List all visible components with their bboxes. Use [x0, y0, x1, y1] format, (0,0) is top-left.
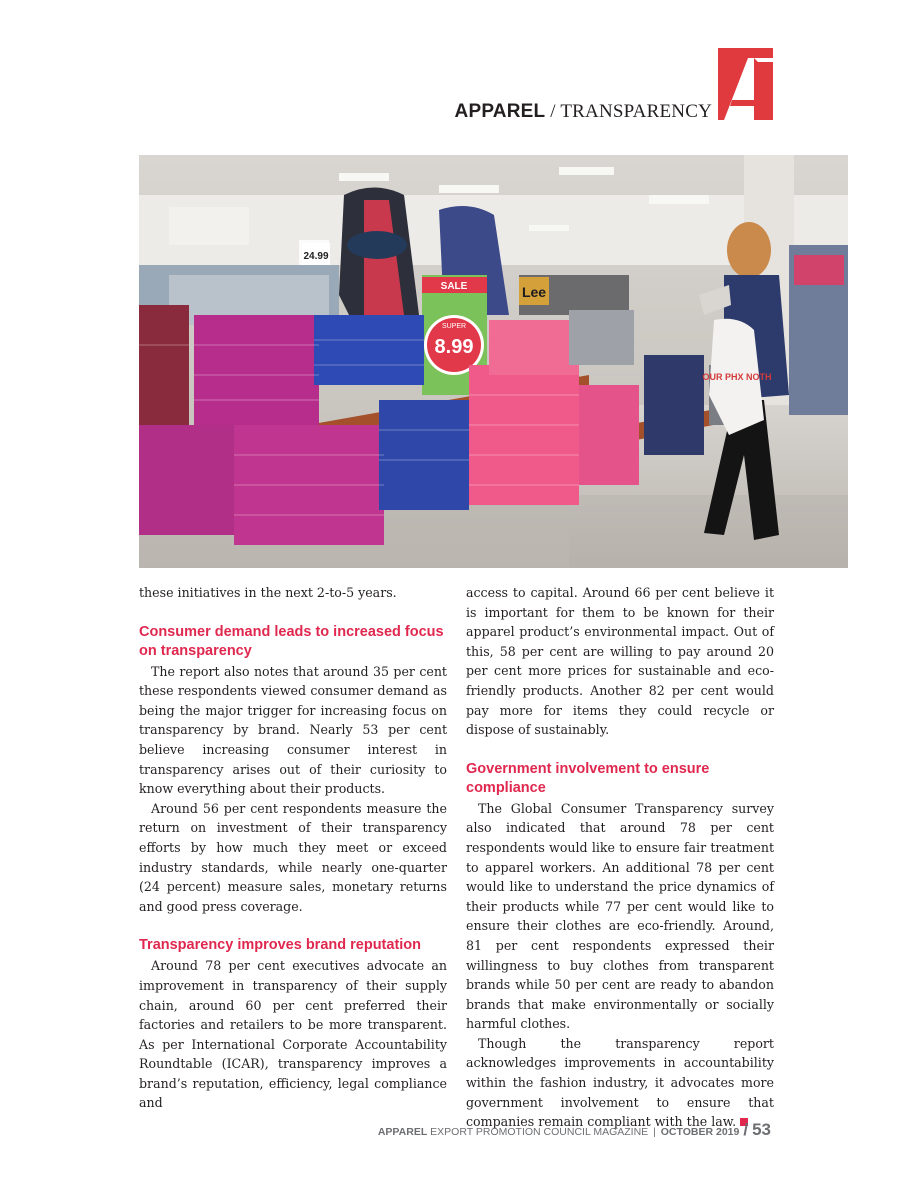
left-paragraph-1: these initiatives in the next 2-to-5 years. — [139, 585, 397, 600]
section-header — [455, 100, 712, 123]
footer-slash: / — [743, 1120, 749, 1139]
article-right-column — [466, 583, 774, 1132]
lee-sign-label: Lee — [521, 284, 547, 300]
page-number: 53 — [752, 1120, 771, 1139]
left-paragraph-4: Around 78 per cent executives advocate an improvement in transparency of their supply chain, around 60 per cent preferred their factories and retailers to be more transparent. As per International Corporate Accountability Roundtable (ICAR), transparency improves a brand’s reputation, efficiency, legal compliance and — [139, 958, 447, 1111]
left-paragraph-2: The report also notes that around 35 per cent these respondents viewed consumer demand as being the major trigger for increasing focus on transparency by brand. Nearly 53 per cent believe increasing consumer interest in transparency arises out of their curiosity to know everything about their products. — [139, 663, 447, 797]
left-paragraph-3: Around 56 per cent respondents measure the return on investment of their transparency efforts by how much they meet or exceed industry standards, while nearly one-quarter (24 percent) measure sales, monetary returns and good press coverage. — [139, 800, 447, 914]
price-label: 8.99 — [434, 336, 474, 358]
sale-label: SALE — [440, 281, 468, 292]
super-label: SUPER — [441, 323, 467, 330]
subheading-government-involvement: Government involvement to ensure compliance — [466, 760, 710, 796]
store-photo-illustration — [139, 155, 848, 568]
bag-text: OUR PHX NOTH — [702, 372, 772, 382]
magazine-logo-icon — [718, 48, 773, 120]
article-left-column — [139, 583, 447, 1113]
right-paragraph-3-text: Though the transparency report acknowledges improvements in accountability within the fashion industry, it advocates more government involvement to ensure that companies remain compliant with the law. — [466, 1035, 774, 1130]
subheading-brand-reputation: Transparency improves brand reputation — [139, 937, 422, 954]
subheading-consumer-demand: Consumer demand leads to increased focus on transparency — [139, 623, 444, 659]
page-footer — [378, 1120, 771, 1140]
shelf-price-label: 24.99 — [303, 251, 329, 262]
section-topic: / TRANSPARENCY — [545, 101, 712, 122]
right-paragraph-1: access to capital. Around 66 per cent believe it is important for them to be known for their apparel product’s environmental impact. Out of this, 58 per cent are willing to pay around 20 per cent more prices for sustainable and eco-friendly products. Another 82 per cent would pay more for items they could recycle or dispose of sustainably. — [466, 585, 774, 738]
right-paragraph-2: The Global Consumer Transparency survey also indicated that around 78 per cent respondents would like to ensure fair treatment to apparel workers. An additional 78 per cent would like to understand the price dynamics of their products while 77 per cent would like to ensure their clothes are eco-friendly. Around, 81 per cent respondents expressed their willingness to buy clothes from transparent brands while 50 per cent are ready to abandon brands that make environmentally or socially harmful clothes. — [466, 800, 774, 1032]
right-paragraph-3 — [466, 1034, 774, 1132]
footer-separator: | — [653, 1126, 656, 1138]
section-name: APPAREL — [454, 101, 546, 122]
footer-issue: OCTOBER 2019 — [657, 1126, 740, 1138]
store-photo — [139, 155, 848, 568]
footer-brand: APPAREL — [377, 1126, 428, 1138]
footer-publication: EXPORT PROMOTION COUNCIL MAGAZINE — [427, 1126, 652, 1138]
